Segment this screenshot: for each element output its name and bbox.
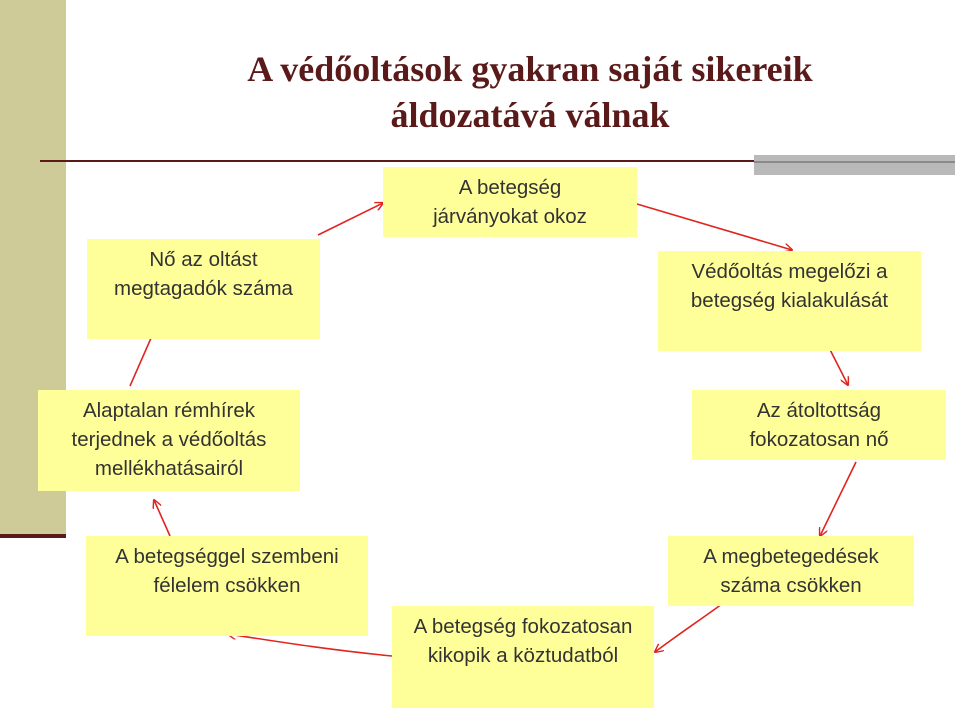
title-line-1: A védőoltások gyakran saját sikereik (247, 49, 813, 89)
step-7-line-1: Alaptalan rémhírek (82, 399, 256, 422)
title-line-2: áldozatává válnak (390, 95, 670, 135)
cycle-step-7-box (38, 390, 300, 491)
step-5-line-2: kikopik a köztudatból (427, 644, 619, 667)
step-5-line-1: A betegség fokozatosan (413, 615, 633, 638)
cycle-step-5-box (392, 606, 654, 708)
step-1-line-2: járványokat okoz (433, 205, 587, 228)
step-6-line-2: félelem csökken (153, 574, 301, 597)
arrow-3-to-4 (820, 462, 856, 536)
arrow-6-to-7 (154, 500, 170, 536)
cycle-step-4-box (668, 536, 914, 606)
step-3-line-1: Az átoltottság (756, 399, 882, 422)
cycle-step-6-box (86, 536, 368, 636)
step-8-line-2: megtagadók száma (114, 277, 293, 300)
arrow-4-to-5 (655, 604, 722, 652)
step-2-line-1: Védőoltás megelőzi a (691, 260, 888, 283)
side-decoration-rule (0, 534, 66, 538)
step-4-line-1: A megbetegedések (703, 545, 879, 568)
step-1-line-1: A betegség (458, 176, 562, 199)
title-divider (40, 160, 754, 162)
cycle-step-3-box (692, 390, 946, 460)
step-7-line-2: terjednek a védőoltás (71, 428, 267, 451)
cycle-step-8-box (87, 239, 320, 339)
cycle-step-2-box (658, 251, 921, 351)
arrow-1-to-2 (637, 204, 792, 250)
cycle-step-1-box (383, 167, 637, 237)
slide-title (120, 46, 940, 138)
step-7-line-3: mellékhatásairól (94, 457, 244, 480)
decorative-gray-bar (754, 155, 955, 175)
step-6-line-1: A betegséggel szembeni (115, 545, 339, 568)
arrow-8-to-1 (318, 203, 383, 235)
arrow-5-to-6 (228, 634, 392, 656)
step-2-line-2: betegség kialakulását (690, 289, 889, 312)
decorative-gray-line (754, 161, 955, 163)
step-3-line-2: fokozatosan nő (749, 428, 889, 451)
step-8-line-1: Nő az oltást (149, 248, 258, 271)
step-4-line-2: száma csökken (720, 574, 862, 597)
